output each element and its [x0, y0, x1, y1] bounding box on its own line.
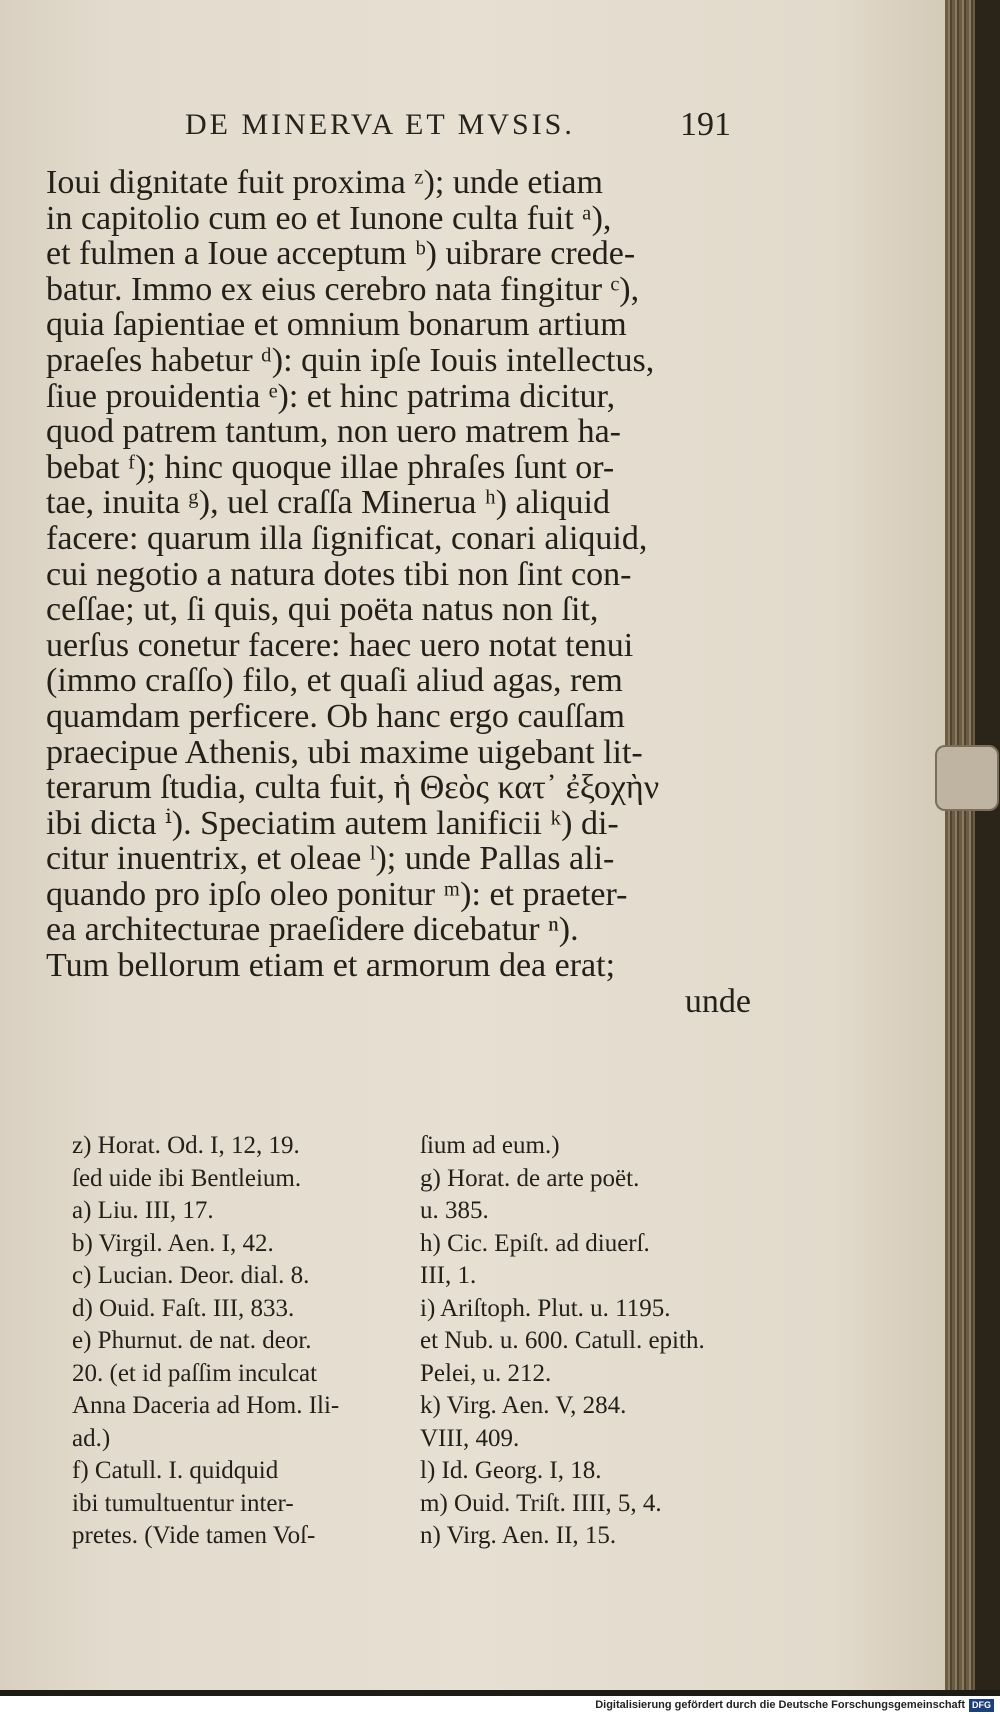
- footnote-line: z) Horat. Od. I, 12, 19.: [72, 1132, 300, 1159]
- footnotes-right-column: [420, 1130, 755, 1553]
- footnote-line: b) Virgil. Aen. I, 42.: [72, 1229, 274, 1257]
- body-line: Tum bellorum etiam et armorum dea erat;: [46, 947, 616, 985]
- footnote-line: n) Virg. Aen. II, 15.: [420, 1522, 617, 1549]
- footnote-line: ſed uide ibi Bentleium.: [72, 1164, 302, 1192]
- body-line: praecipue Athenis, ubi maxime uigebant lit-: [46, 733, 643, 771]
- book-binding: [975, 0, 1000, 1690]
- footnote-line: pretes. (Vide tamen Voſ-: [72, 1522, 316, 1549]
- footnote-line: h) Cic. Epiſt. ad diuerſ.: [420, 1229, 650, 1257]
- body-line: quando pro ipſo oleo ponitur ᵐ): et praeter-: [46, 875, 628, 913]
- body-line: uerſus conetur facere: haec uero notat tenui: [46, 626, 634, 664]
- footnote-line: u. 385.: [420, 1197, 489, 1224]
- bookmark-tab: [935, 745, 999, 811]
- footnote-line: c) Lucian. Deor. dial. 8.: [72, 1262, 310, 1289]
- footnote-line: e) Phurnut. de nat. deor.: [72, 1327, 312, 1354]
- footnote-line: a) Liu. III, 17.: [72, 1197, 214, 1224]
- footnote-line: VIII, 409.: [420, 1424, 520, 1452]
- footnote-line: ibi tumultuentur inter-: [72, 1489, 294, 1517]
- page-number: 191: [680, 106, 731, 143]
- body-line: in capitolio cum eo et Iunone culta fuit ᵃ),: [46, 199, 612, 237]
- body-line: (immo craſſo) filo, et quaſi aliud agas, rem: [46, 662, 623, 700]
- footnote-line: III, 1.: [420, 1262, 477, 1289]
- body-line: ea architecturae praeſidere dicebatur ⁿ).: [46, 911, 579, 949]
- footer-text: Digitalisierung gefördert durch die Deutsche Forschungsgemeinschaft: [595, 1699, 965, 1711]
- footnote-line: f) Catull. I. quidquid: [72, 1457, 279, 1484]
- digitization-footer: [0, 1696, 1000, 1715]
- footnote-line: k) Virg. Aen. V, 284.: [420, 1392, 627, 1419]
- footnote-line: ad.): [72, 1424, 111, 1452]
- body-line: praeſes habetur ᵈ): quin ipſe Iouis intellectus,: [46, 341, 655, 379]
- body-line: facere: quarum illa ſignificat, conari aliquid,: [46, 519, 648, 557]
- body-line: batur. Immo ex eius cerebro nata fingitur ᶜ),: [46, 270, 640, 308]
- footnote-line: d) Ouid. Faſt. III, 833.: [72, 1294, 295, 1322]
- footnote-line: l) Id. Georg. I, 18.: [420, 1457, 602, 1484]
- body-line: quod patrem tantum, non uero matrem ha-: [46, 413, 621, 451]
- body-line: bebat ᶠ); hinc quoque illae phraſes ſunt or-: [46, 448, 615, 486]
- footnote-line: g) Horat. de arte poët.: [420, 1164, 640, 1192]
- body-line: citur inuentrix, et oleae ˡ); unde Pallas ali-: [46, 840, 615, 878]
- body-line: quamdam perficere. Ob hanc ergo cauſſam: [46, 697, 625, 735]
- footnote-line: 20. (et id paſſim inculcat: [72, 1359, 318, 1387]
- body-line: tae, inuita ᵍ), uel craſſa Minerua ʰ) aliquid: [46, 484, 610, 522]
- footnote-line: m) Ouid. Triſt. IIII, 5, 4.: [420, 1489, 662, 1517]
- body-line: cui negotio a natura dotes tibi non ſint con-: [46, 555, 632, 593]
- footnote-line: et Nub. u. 600. Catull. epith.: [420, 1327, 705, 1354]
- footnote-line: i) Ariſtoph. Plut. u. 1195.: [420, 1294, 671, 1322]
- body-line: ceſſae; ut, ſi quis, qui poëta natus non ſit,: [46, 591, 599, 629]
- body-line: ſiue prouidentia ᵉ): et hinc patrima dicitur,: [46, 377, 616, 415]
- body-line: terarum ſtudia, culta fuit, ἡ Θεὸς κατ᾽ ἐξοχὴν: [46, 769, 660, 807]
- dfg-logo-icon: DFG: [969, 1699, 994, 1712]
- body-line: quia ſapientiae et omnium bonarum artium: [46, 306, 627, 344]
- body-line: et fulmen a Ioue acceptum ᵇ) uibrare crede-: [46, 235, 636, 273]
- footnote-line: Anna Daceria ad Hom. Ili-: [72, 1392, 340, 1419]
- body-text: [46, 165, 751, 1019]
- page-edges: [945, 0, 975, 1690]
- footnotes-left-column: [72, 1130, 412, 1553]
- footnote-line: Pelei, u. 212.: [420, 1359, 552, 1387]
- running-header: DE MINERVA ET MVSIS.: [185, 108, 575, 141]
- body-line: ibi dicta ⁱ). Speciatim autem lanificii ᵏ) di-: [46, 804, 619, 842]
- body-line: Ioui dignitate fuit proxima ᶻ); unde etiam: [46, 164, 603, 201]
- catchword: unde: [684, 982, 751, 1020]
- footnote-line: ſium ad eum.): [420, 1132, 560, 1159]
